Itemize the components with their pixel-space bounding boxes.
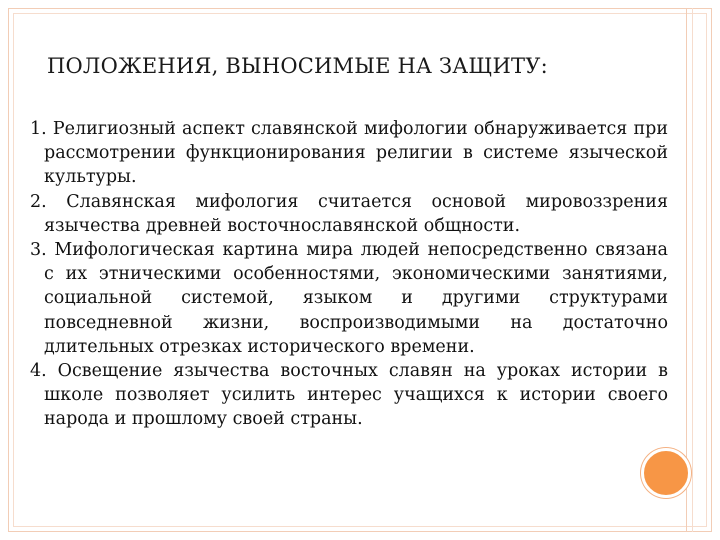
side-divider-line-2	[692, 8, 693, 532]
thesis-item-4: 4. Освещение язычества восточных славян на уроках истории в школе позволяет усилить интерес учащихся к истории своего народа и прошлому своей страны.	[30, 361, 668, 430]
thesis-item-3: 3. Мифологическая картина мира людей непосредственно связана с их этническими особенностями, экономическими занятиями, социальной системой, языком и другими структурами повседневной жизни, воспроизводимыми на достаточно длительных отрезках исторического времени.	[30, 240, 668, 357]
theses-list	[30, 117, 668, 432]
side-divider-line	[686, 8, 687, 532]
slide-title: ПОЛОЖЕНИЯ, ВЫНОСИМЫЕ НА ЗАЩИТУ:	[47, 54, 548, 78]
decorative-circle	[641, 448, 691, 498]
thesis-item-1: 1. Религиозный аспект славянской мифологии обнаруживается при рассмотрении функционирования религии в системе языческой культуры.	[30, 119, 668, 188]
thesis-item-2: 2. Славянская мифология считается основой мировоззрения язычества древней восточнославянской общности.	[30, 191, 668, 236]
